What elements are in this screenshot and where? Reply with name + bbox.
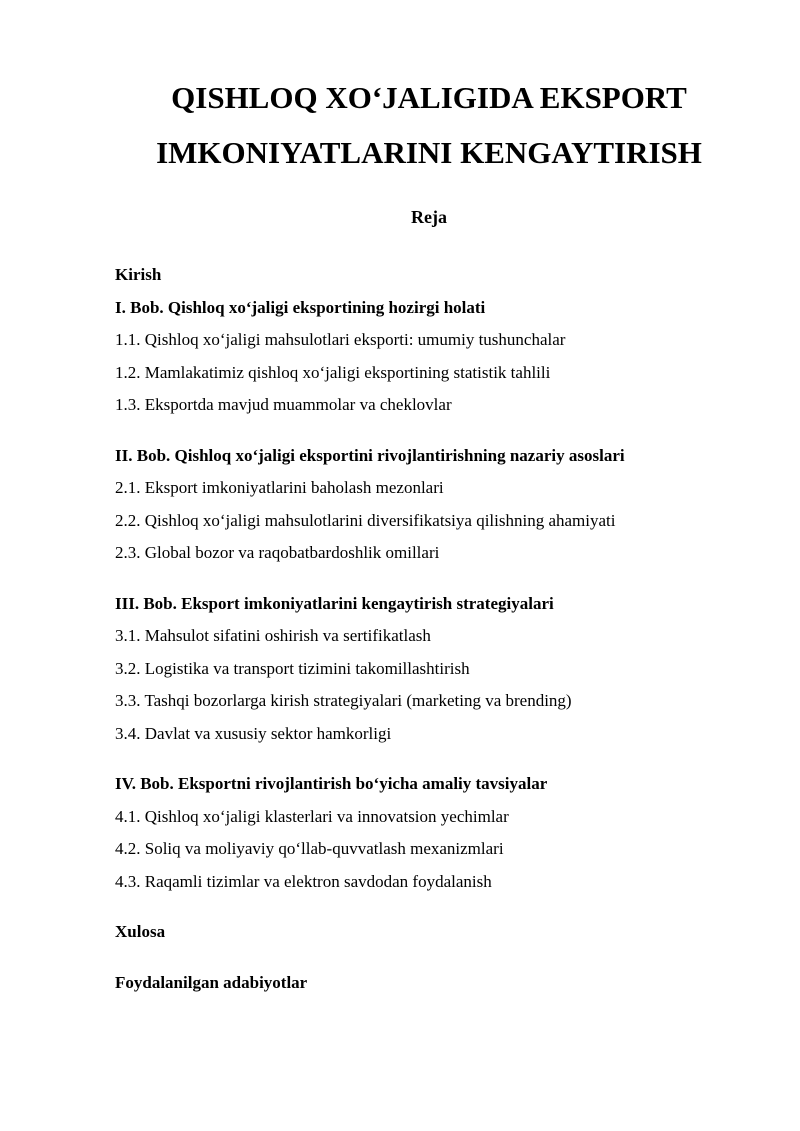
toc-item: 2.1. Eksport imkoniyatlarini baholash mezonlari [115, 478, 444, 497]
toc-item: 3.3. Tashqi bozorlarga kirish strategiyalari (marketing va brending) [115, 691, 572, 710]
toc-item: 3.4. Davlat va xususiy sektor hamkorligi [115, 723, 392, 743]
toc-conclusion: Xulosa [115, 922, 166, 941]
toc-item: 4.1. Qishloq xo‘jaligi klasterlari va innovatsion yechimlar [115, 806, 509, 826]
document-title-line-2: IMKONIYATLARINI KENGAYTIRISH [156, 135, 702, 170]
toc-chapter-4-heading: IV. Bob. Eksportni rivojlantirish bo‘yicha amaliy tavsiyalar [115, 774, 548, 793]
toc-chapter-2-heading: II. Bob. Qishloq xo‘jaligi eksportini rivojlantirishning nazariy asoslari [115, 445, 625, 465]
toc-item: 2.3. Global bozor va raqobatbardoshlik omillari [115, 543, 440, 562]
toc-references: Foydalanilgan adabiyotlar [115, 972, 308, 992]
toc-item: 3.1. Mahsulot sifatini oshirish va sertifikatlash [115, 626, 431, 645]
toc-item: 4.2. Soliq va moliyaviy qo‘llab-quvvatlash mexanizmlari [115, 839, 504, 858]
toc-intro: Kirish [115, 265, 162, 284]
plan-heading: Reja [411, 207, 447, 227]
table-of-contents [115, 259, 775, 999]
toc-item: 4.3. Raqamli tizimlar va elektron savdodan foydalanish [115, 871, 492, 891]
toc-item: 1.2. Mamlakatimiz qishloq xo‘jaligi eksportining statistik tahlili [115, 362, 551, 382]
toc-chapter-1-heading: I. Bob. Qishloq xo‘jaligi eksportining hozirgi holati [115, 297, 486, 317]
toc-item: 1.3. Eksportda mavjud muammolar va cheklovlar [115, 395, 452, 414]
toc-item: 3.2. Logistika va transport tizimini takomillashtirish [115, 658, 470, 678]
toc-item: 1.1. Qishloq xo‘jaligi mahsulotlari eksporti: umumiy tushunchalar [115, 330, 566, 349]
toc-chapter-3-heading: III. Bob. Eksport imkoniyatlarini kengaytirish strategiyalari [115, 593, 554, 613]
document-title-line-1: QISHLOQ XO‘JALIGIDA EKSPORT [171, 80, 687, 115]
toc-item: 2.2. Qishloq xo‘jaligi mahsulotlarini diversifikatsiya qilishning ahamiyati [115, 510, 616, 530]
